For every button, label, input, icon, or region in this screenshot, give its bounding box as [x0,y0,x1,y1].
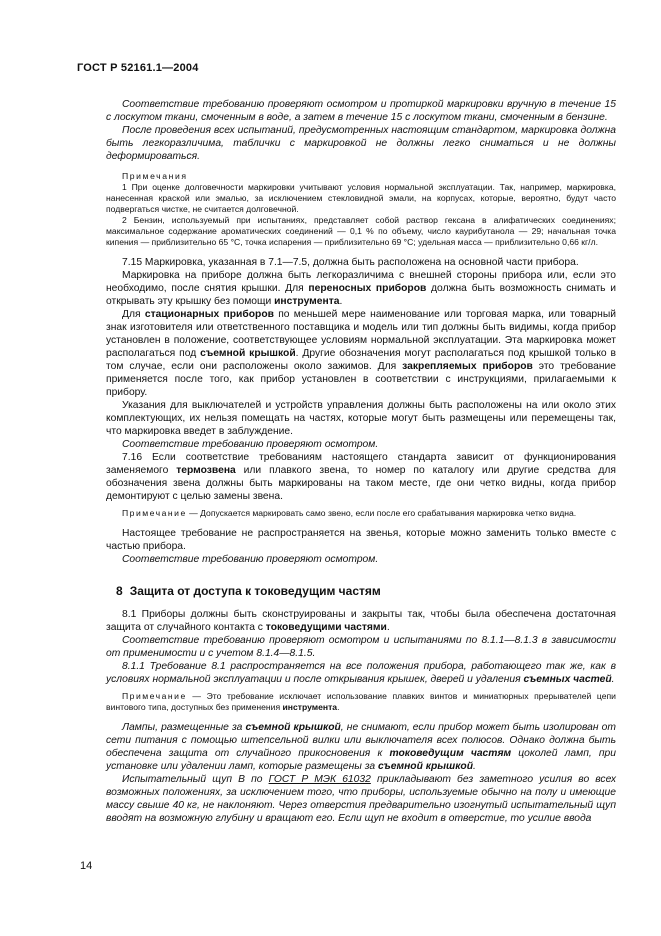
clause-7-16: 7.16 Если соответствие требованиям настоящего стандарта зависит от функционирования заменяемого термозвена или плавкого звена, то номер по каталогу или другие средства для обозначения звена должны быть маркированы на таком месте, где они четко видны, когда прибор демонтируют с целью замены звена. [106,452,617,502]
note: Примечание — Это требование исключает использование плавких винтов и миниатюрных прерывателей цепи винтового типа, доступных без применения инструмента. [106,691,616,712]
page-content [106,98,616,825]
paragraph: Для стационарных приборов по меньшей мере наименование или торговая марка, или товарный знак изготовителя или ответственного поставщика и модель или тип должны быть видимы, когда прибор установлен в положение, соответствующее условиям нормальной эксплуатации. Эта маркировка может располагаться под съемной крышкой. Другие обозначения могут располагаться под крышкой только в том случае, если они расположены около зажимов. Для закрепляемых приборов это требование применяется после того, как прибор установлен в соответствии с инструкциями, прилагаемыми к прибору. [106,309,616,398]
document-header: ГОСТ Р 52161.1—2004 [77,62,199,74]
paragraph: Лампы, размещенные за съемной крышкой, не снимают, если прибор может быть изолирован от сети питания с помощью штепсельной вилки или выключателя всех полюсов. Однако должна быть обеспечена защита от случайного прикосновения к токоведущим частям цоколей ламп, при установке или удалении ламп, которые размещены за съемной крышкой. [106,722,616,772]
note: Примечание — Допускается маркировать само звено, если после его срабатывания маркировка четко видна. [122,508,577,518]
note: 2 Бензин, используемый при испытаниях, представляет собой раствор гексана в алифатических соединениях; максимальное содержание ароматических соединений — 0,1 % по объему, число каурибутанола — 29; начальная точка кипения — приблизительно 65 °С, точка испарения — приблизительно 69 °С; удельная масса — приблизительно 0,66 кг/л. [106,215,616,247]
clause-7-15: 7.15 Маркировка, указанная в 7.1—7.5, должна быть расположена на основной части прибора. [122,257,579,268]
paragraph: Указания для выключателей и устройств управления должны быть расположены на или около этих комплектующих, их нельзя помещать на частях, которые могут быть размещены или перемещены так, что маркировка введет в заблуждение. [106,400,616,437]
clause-8-1-1: 8.1.1 Требование 8.1 распространяется на все положения прибора, работающего так же, как в условиях нормальной эксплуатации и после открывания крышек, дверей и удаления съемных частей. [106,661,616,685]
paragraph: Соответствие требованию проверяют осмотром и испытаниями по 8.1.1—8.1.3 в зависимости от применимости и с учетом 8.1.4—8.1.5. [106,635,616,659]
paragraph: Соответствие требованию проверяют осмотром и протиркой маркировки вручную в течение 15 с лоскутом ткани, смоченным в воде, а затем в течение 15 с лоскутом ткани, смоченным в бензине. [106,99,616,123]
note: 1 При оценке долговечности маркировки учитывают условия нормальной эксплуатации. Так, например, маркировка, нанесенная краской или эмалью, за исключением стекловидной эмали, на корпусах, которые, вероятно, будут часто подвергаться чистке, не считается долговечной. [106,182,616,214]
paragraph: Настоящее требование не распространяется на звенья, которые можно заменить только вместе с частью прибора. [106,528,616,552]
paragraph: Маркировка на приборе должна быть легкоразличима с внешней стороны прибора или, если это необходимо, после снятия крышки. Для переносных приборов должна быть возможность снимать и открывать эту крышку без помощи инструмента. [106,270,616,307]
notes-title: Примечания [122,171,188,181]
standard-reference-link: ГОСТ Р МЭК 61032 [268,774,371,785]
paragraph: Соответствие требованию проверяют осмотром. [122,554,379,565]
paragraph: После проведения всех испытаний, предусмотренных настоящим стандартом, маркировка должна быть легкоразличима, таблички с маркировкой не должны легко сниматься и не должны деформироваться. [106,125,616,162]
paragraph: Испытательный щуп В по ГОСТ Р МЭК 61032 прикладывают без заметного усилия во всех возможных положениях, за исключением того, что приборы, используемые обычно на полу и имеющие массу свыше 40 кг, не наклоняют. Через отверстия предварительно изогнутый испытательный щуп вводят на возможную глубину и вращают его. Если щуп не входит в отверстие, то усилие ввода [106,774,617,824]
page-number: 14 [80,860,93,872]
paragraph: Соответствие требованию проверяют осмотром. [122,439,379,450]
clause-8-1: 8.1 Приборы должны быть сконструированы и закрыты так, чтобы была обеспечена достаточная защита от случайного контакта с токоведущими частями. [106,609,616,633]
section-heading: 8 Защита от доступа к токоведущим частям [116,584,381,598]
